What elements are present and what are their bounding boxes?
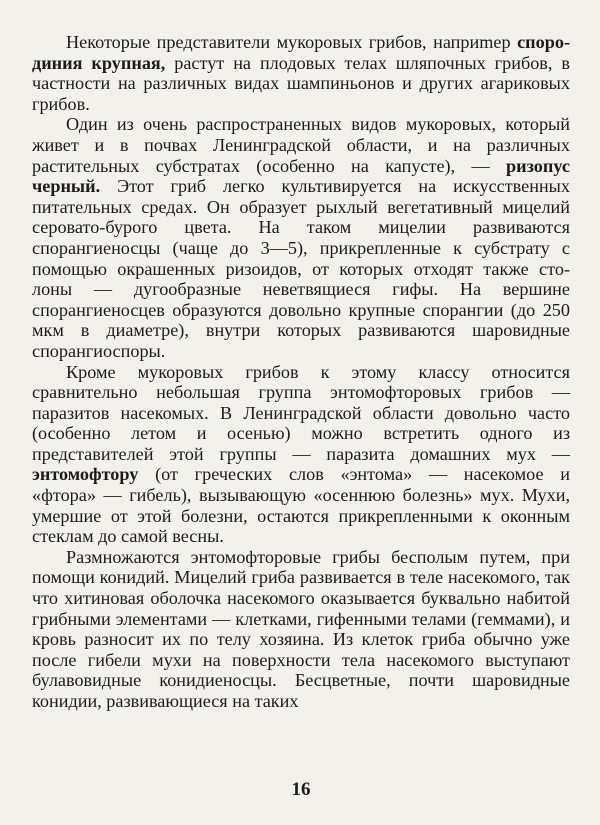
paragraph [32, 547, 570, 712]
bold-term: энтомофтору [32, 464, 139, 485]
paragraph [32, 114, 570, 361]
text-segment: (от греческих слов «энтома» — насекомое и «фтора» — гибель), вызывающую «осеннюю болезнь» мух. Мухи, умершие от этой болезни, остаются прикрепленными к оконным стеклам до самой весны. [32, 464, 570, 547]
text-segment: Некоторые представители мукоровых грибов, наприmер [66, 32, 518, 52]
text-segment: Этот гриб легко культивируется на искусственных питательных средах. Он образует рыхлый вегетативный мицелий серовато-бурого цвета. На таком мицелии развиваются спорангиеносцы (чаще до 3—5), прикрепленные к субстрату с помощью окрашенных ризоидов, от которых отходят также столоны — дугообразные неветвящиеся гифы. На вершине спорангиеносцев образуются довольно крупные спорангии (до 250 мкм в диаметре), внутри которых развиваются шаровидные спорангиоспоры. [32, 176, 570, 361]
page-number: 16 [291, 779, 311, 800]
bold-term: ризопус черный. [32, 155, 570, 197]
text-body [32, 32, 570, 712]
bold-term: спородиния крупная, [32, 32, 570, 73]
text-segment: Один из очень распространенных видов мукоровых, который живет и в почвах Ленинградской области, и на различных растительных субстратах (особенно на капусте), — [32, 114, 570, 176]
book-page [32, 32, 570, 802]
text-segment: Кроме мукоровых грибов к этому классу относится сравнительно небольшая группа энтомофторовых грибов — паразитов насекомых. В Ленинградской области довольно часто (особенно летом и осенью) можно встретить одного из представителей этой группы — паразита домашних мух — [32, 361, 570, 464]
text-segment: Размножаются энтомофторовые грибы бесполым путем, при помощи конидий. Мицелий гриба развивается в теле насекомого, так что хитиновая оболочка насекомого оказывается буквально набитой грибными элементами — клетками, гифенными телами (геммами), и кровь разносит их по телу хозяина. Из клеток гриба обычно уже после гибели мухи на поверхности тела насекомого выступают булавовидные конидиеносцы. Бесцветные, почти шаровидные конидии, развивающиеся на таких [32, 546, 570, 711]
text-segment: растут на плодовых телах шляпочных грибов, в частности на различных видах шампиньонов и других агариковых грибов. [32, 52, 570, 114]
paragraph [32, 32, 570, 114]
paragraph [32, 362, 570, 547]
